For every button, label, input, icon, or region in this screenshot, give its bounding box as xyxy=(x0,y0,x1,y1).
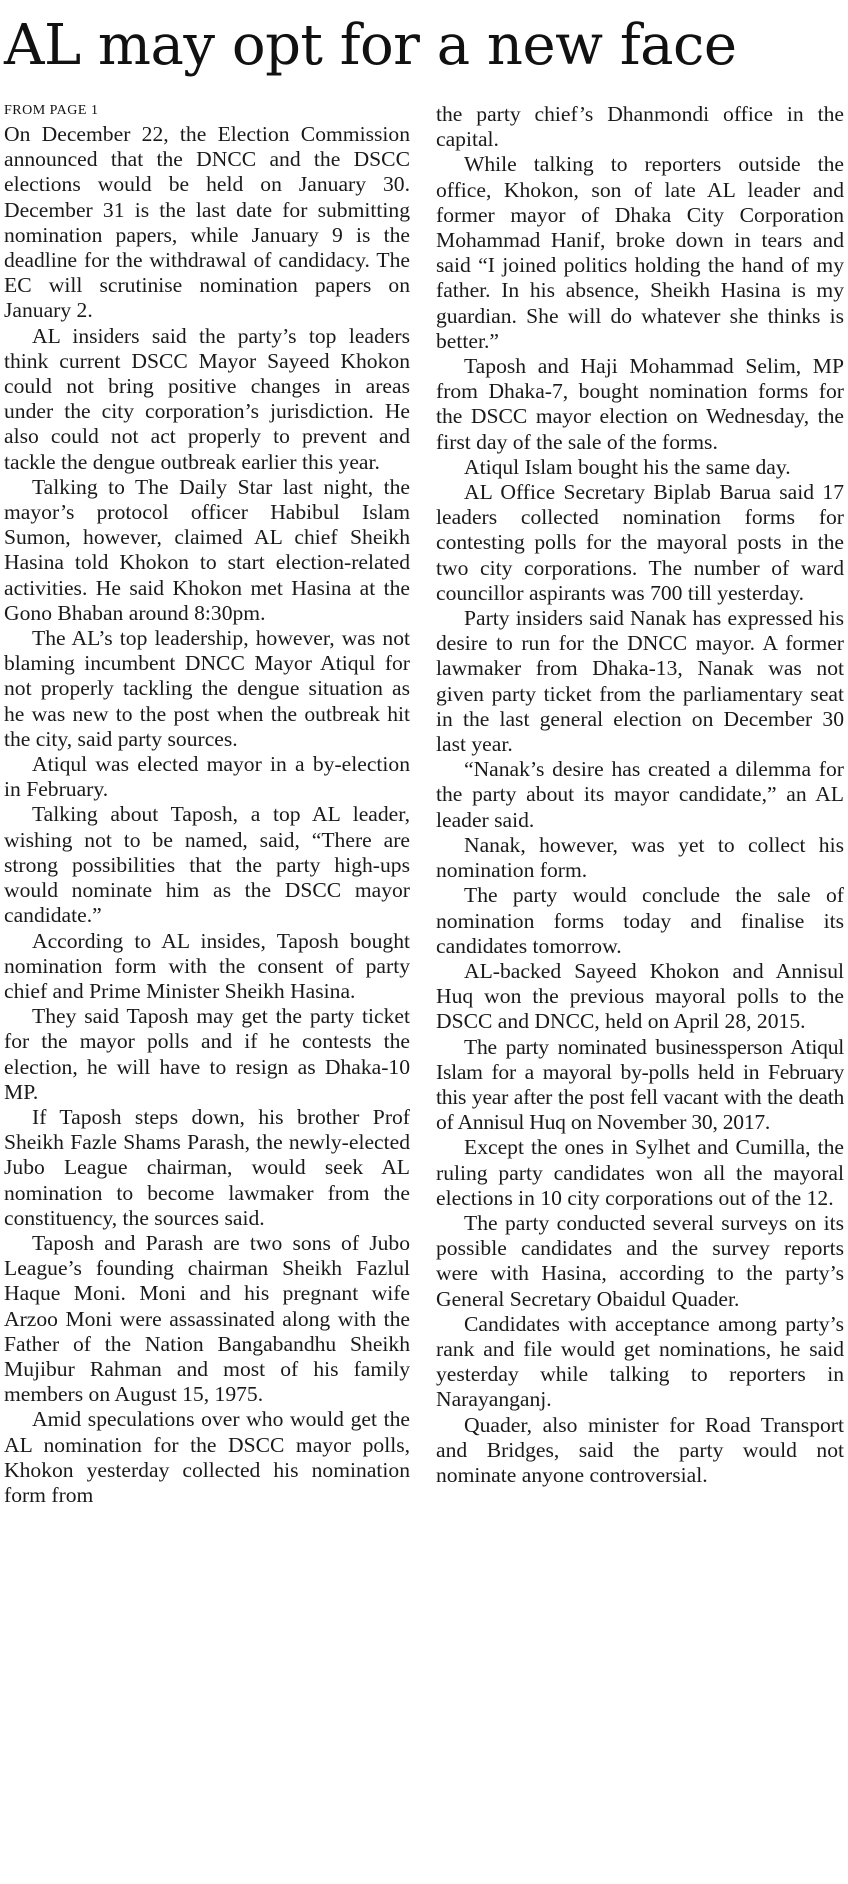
paragraph: AL-backed Sayeed Khokon and Annisul Huq won the previous mayoral polls to the DSCC and DNCC, held on April 28, 2015. xyxy=(436,958,844,1034)
paragraph: The AL’s top leadership, however, was not blaming incumbent DNCC Mayor Atiqul for not properly tackling the dengue situation as he was new to the post when the outbreak hit the city, said party sources. xyxy=(4,626,410,751)
paragraph: Atiqul Islam bought his the same day. xyxy=(464,454,791,479)
paragraph: Atiqul was elected mayor in a by-election in February. xyxy=(4,752,410,802)
paragraph: Taposh and Haji Mohammad Selim, MP from Dhaka-7, bought nomination forms for the DSCC mayor election on Wednesday, the first day of the sale of the forms. xyxy=(436,354,844,454)
paragraph: AL insiders said the party’s top leaders think current DSCC Mayor Sayeed Khokon could not bring positive changes in areas under the city corporation’s jurisdiction. He also could not act properly to prevent and tackle the dengue outbreak earlier this year. xyxy=(4,323,410,474)
paragraph: Talking to The Daily Star last night, the mayor’s protocol officer Habibul Islam Sumon, however, claimed AL chief Sheikh Hasina told Khokon to start election-related activities. He said Khokon met Hasina at the Gono Bhaban around 8:30pm. xyxy=(4,474,410,625)
paragraph: The party nominated businessperson Atiqul Islam for a mayoral by-polls held in February this year after the post fell vacant with the death of Annisul Huq on November 30, 2017. xyxy=(436,1034,844,1135)
paragraph: Talking about Taposh, a top AL leader, wishing not to be named, said, “There are strong possibilities that the party high-ups would nominate him as the DSCC mayor candidate.” xyxy=(4,802,410,928)
paragraph: Party insiders said Nanak has expressed his desire to run for the DNCC mayor. A former lawmaker from Dhaka-13, Nanak was not given party ticket from the parliamentary seat in the last general election on December 30 last year. xyxy=(436,606,844,757)
paragraph: Except the ones in Sylhet and Cumilla, the ruling party candidates won all the mayoral elections in 10 city corporations out of the 12. xyxy=(436,1135,844,1210)
paragraph: While talking to reporters outside the office, Khokon, son of late AL leader and former mayor of Dhaka City Corporation Mohammad Hanif, broke down in tears and said “I joined politics holding the hand of my father. In his absence, Sheikh Hasina is my guardian. She will do whatever she thinks is better.” xyxy=(436,152,844,353)
paragraph: The party would conclude the sale of nomination forms today and finalise its candidates tomorrow. xyxy=(436,883,844,958)
headline: AL may opt for a new face xyxy=(4,13,737,78)
paragraph: Quader, also minister for Road Transport and Bridges, said the party would not nominate anyone controversial. xyxy=(436,1412,844,1487)
paragraph: AL Office Secretary Biplab Barua said 17 leaders collected nomination forms for contesting polls for the mayoral posts in the two city corporations. The number of ward councillor aspirants was 700 till yesterday. xyxy=(436,480,844,605)
kicker-from-page: FROM PAGE 1 xyxy=(4,103,99,118)
paragraph: On December 22, the Election Commission announced that the DNCC and the DSCC elections would be held on January 30. December 31 is the last date for submitting nomination papers, while January 9 is the deadline for the withdrawal of candidacy. The EC will scrutinise nomination papers on January 2. xyxy=(4,122,410,323)
paragraph: If Taposh steps down, his brother Prof Sheikh Fazle Shams Parash, the newly-elected Jubo League chairman, would seek AL nomination to become lawmaker from the constituency, the sources said. xyxy=(4,1104,410,1230)
paragraph: Nanak, however, was yet to collect his nomination form. xyxy=(436,832,844,883)
paragraph: Candidates with acceptance among party’s rank and file would get nominations, he said yesterday while talking to reporters in Narayanganj. xyxy=(436,1311,844,1412)
paragraph: Taposh and Parash are two sons of Jubo League’s founding chairman Sheikh Fazlul Haque Moni. Moni and his pregnant wife Arzoo Moni were assassinated along with the Father of the Nation Bangabandhu Sheikh Mujibur Rahman and most of his family members on August 15, 1975. xyxy=(4,1230,410,1407)
paragraph: “Nanak’s desire has created a dilemma for the party about its mayor candidate,” an AL leader said. xyxy=(436,757,844,832)
paragraph: Amid speculations over who would get the AL nomination for the DSCC mayor polls, Khokon yesterday collected his nomination form from xyxy=(4,1407,410,1507)
paragraph: The party conducted several surveys on its possible candidates and the survey reports were with Hasina, according to the party’s General Secretary Obaidul Quader. xyxy=(436,1210,844,1311)
paragraph: the party chief’s Dhanmondi office in the capital. xyxy=(436,102,844,152)
right-column xyxy=(436,102,844,1488)
paragraph: They said Taposh may get the party ticket for the mayor polls and if he contests the election, he will have to resign as Dhaka-10 MP. xyxy=(4,1004,410,1104)
left-column xyxy=(4,102,410,1508)
paragraph: According to AL insides, Taposh bought nomination form with the consent of party chief and Prime Minister Sheikh Hasina. xyxy=(4,928,410,1003)
